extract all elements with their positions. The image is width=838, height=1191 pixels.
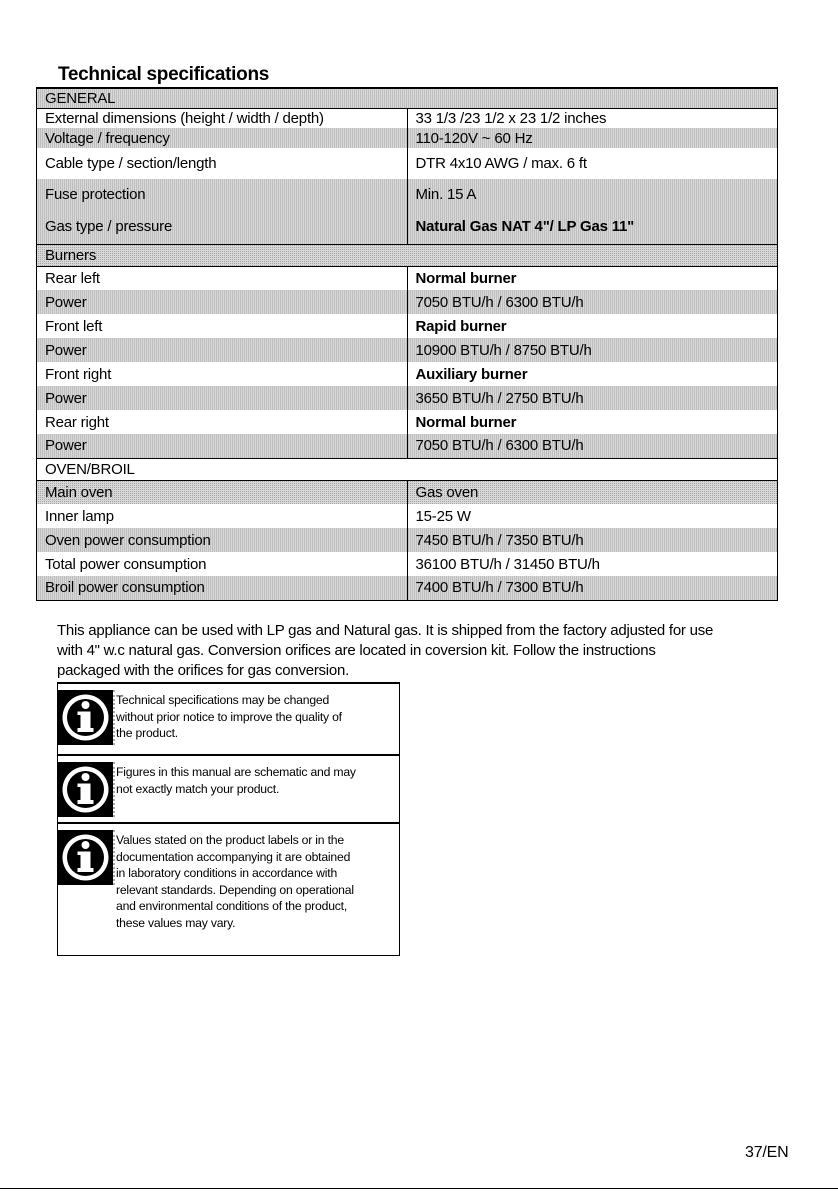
spec-row — [37, 480, 778, 504]
spec-row — [37, 108, 778, 128]
note-text-line: Technical specifications may be changed — [116, 693, 330, 707]
spec-row — [37, 504, 778, 528]
spec-label: Total power consumption — [37, 552, 408, 576]
spec-section-header — [37, 88, 778, 108]
spec-value: Normal burner — [415, 413, 517, 431]
note-line: with 4" w.c natural gas. Conversion orifices are located in coversion kit. Follow the instructions — [57, 642, 656, 659]
spec-value: Auxiliary burner — [415, 365, 528, 383]
spec-value: 3650 BTU/h / 2750 BTU/h — [407, 386, 778, 410]
spec-row — [37, 290, 778, 314]
note-text-line: in laboratory conditions in accordance with — [116, 866, 338, 880]
spec-label: Power — [37, 386, 408, 410]
spec-value: 7450 BTU/h / 7350 BTU/h — [407, 528, 778, 552]
note-line: packaged with the orifices for gas conversion. — [57, 662, 349, 679]
info-note — [58, 822, 399, 955]
spec-label: Power — [37, 338, 408, 362]
section-label: OVEN/BROIL — [37, 458, 778, 480]
note-text-line: these values may vary. — [116, 915, 236, 930]
info-note-text — [116, 764, 396, 797]
spec-row — [37, 128, 778, 148]
spec-row — [37, 148, 778, 179]
spec-row — [37, 314, 778, 338]
section-label: GENERAL — [37, 88, 778, 108]
note-text-line: Figures in this manual are schematic and may — [116, 765, 356, 779]
note-line: This appliance can be used with LP gas and Natural gas. It is shipped from the factory adjusted for use — [57, 622, 714, 639]
spec-row — [37, 362, 778, 386]
spec-row — [37, 528, 778, 552]
spec-value: 15-25 W — [415, 507, 471, 525]
spec-label: Fuse protection — [37, 179, 408, 210]
spec-label: Front right — [37, 362, 408, 386]
spec-row — [37, 552, 778, 576]
info-note-text — [116, 832, 396, 931]
spec-value: 7050 BTU/h / 6300 BTU/h — [407, 434, 778, 458]
spec-section-header — [37, 458, 778, 480]
info-note — [58, 682, 399, 754]
note-text-line: the product. — [116, 726, 178, 740]
note-text-line: without prior notice to improve the quality of — [116, 709, 342, 724]
spec-value: Normal burner — [415, 269, 517, 287]
spec-label: External dimensions (height / width / depth) — [37, 108, 408, 128]
info-note-text — [116, 692, 396, 742]
spec-value: Rapid burner — [415, 317, 507, 335]
spec-value: 7050 BTU/h / 6300 BTU/h — [407, 290, 778, 314]
info-icon — [58, 830, 115, 885]
spec-label: Voltage / frequency — [37, 128, 408, 148]
spec-label: Cable type / section/length — [37, 148, 408, 179]
spec-row — [37, 386, 778, 410]
spec-label: Power — [37, 290, 408, 314]
spec-label: Main oven — [37, 480, 408, 504]
info-notes-box — [57, 682, 400, 956]
spec-value: 10900 BTU/h / 8750 BTU/h — [407, 338, 778, 362]
note-text-line: not exactly match your product. — [116, 781, 280, 796]
page-number: 37/EN — [745, 1144, 789, 1161]
spec-label: Gas type / pressure — [37, 210, 408, 244]
section-label: Burners — [37, 244, 778, 266]
spec-section-header — [37, 244, 778, 266]
spec-value: Natural Gas NAT 4"/ LP Gas 11" — [407, 210, 778, 244]
spec-label: Rear right — [37, 410, 408, 434]
note-text-line: Values stated on the product labels or in the — [116, 833, 344, 847]
spec-row — [37, 210, 778, 244]
spec-value: 33 1/3 /23 1/2 x 23 1/2 inches — [415, 109, 607, 127]
info-note — [58, 754, 399, 822]
spec-table — [36, 87, 778, 601]
note-text-line: and environmental conditions of the product, — [116, 899, 348, 913]
spec-row — [37, 576, 778, 600]
spec-value: 110-120V ~ 60 Hz — [407, 128, 778, 148]
page-title: Technical specifications — [58, 64, 270, 85]
bottom-rule — [0, 1188, 838, 1189]
spec-value: 7400 BTU/h / 7300 BTU/h — [407, 576, 778, 600]
spec-label: Front left — [37, 314, 408, 338]
spec-label: Rear left — [37, 266, 408, 290]
spec-label: Inner lamp — [37, 504, 408, 528]
spec-value: DTR 4x10 AWG / max. 6 ft — [415, 155, 587, 172]
note-text-line: documentation accompanying it are obtained — [116, 849, 351, 864]
spec-row — [37, 410, 778, 434]
info-icon — [58, 690, 115, 745]
spec-row — [37, 338, 778, 362]
spec-row — [37, 179, 778, 210]
spec-label: Oven power consumption — [37, 528, 408, 552]
shipping-note — [57, 621, 787, 681]
info-icon — [58, 762, 115, 817]
spec-label: Power — [37, 434, 408, 458]
spec-value: Gas oven — [407, 480, 778, 504]
spec-row — [37, 266, 778, 290]
note-text-line: relevant standards. Depending on operational — [116, 882, 354, 897]
spec-value: Min. 15 A — [407, 179, 778, 210]
spec-row — [37, 434, 778, 458]
spec-value: 36100 BTU/h / 31450 BTU/h — [415, 555, 600, 573]
spec-label: Broil power consumption — [37, 576, 408, 600]
